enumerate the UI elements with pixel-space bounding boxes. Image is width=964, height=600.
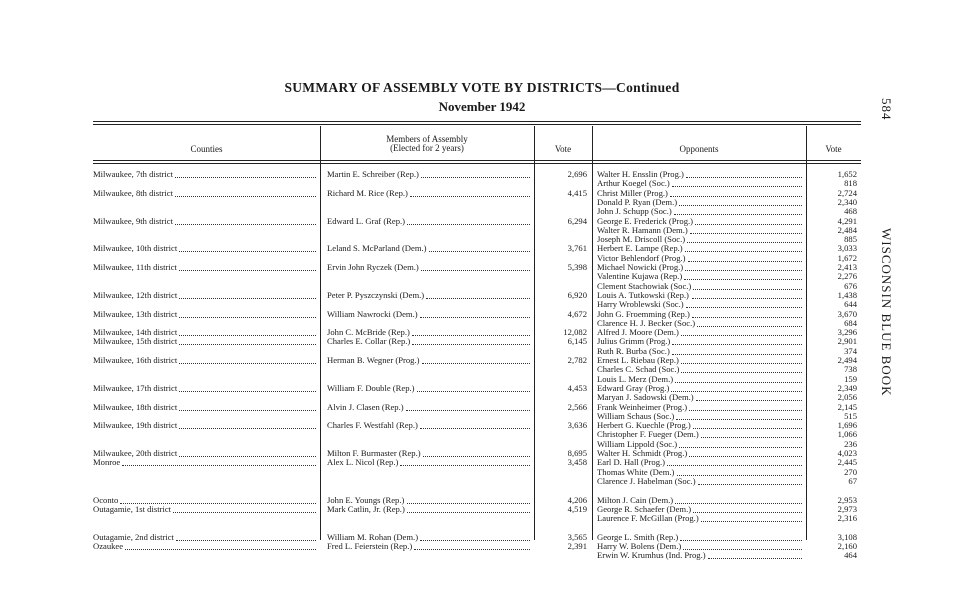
dot-leader — [708, 558, 802, 559]
opponent-vote: 818 — [844, 178, 857, 189]
opponent-cell: Earl D. Hall (Prog.) — [597, 458, 666, 468]
county-cell: Oconto — [93, 495, 119, 505]
opponent-cell: Laurence F. McGillan (Prog.) — [597, 514, 699, 524]
member-cell: Milton F. Burmaster (Rep.) — [327, 449, 421, 458]
opponent-vote: 1,652 — [837, 169, 857, 179]
member-cell: Peter P. Pyszczynski (Dem.) — [327, 290, 425, 300]
opponent-vote: 2,973 — [837, 503, 857, 514]
opponent-vote: 4,291 — [837, 215, 857, 226]
member-vote: 6,294 — [567, 215, 587, 226]
opponent-vote: 2,276 — [837, 271, 857, 282]
dot-leader — [423, 456, 530, 457]
member-vote: 8,695 — [567, 448, 587, 458]
dot-leader — [701, 437, 802, 438]
dot-leader — [698, 484, 802, 485]
dot-leader — [407, 224, 530, 225]
opponent-vote: 3,670 — [837, 308, 857, 319]
dot-leader — [421, 270, 530, 271]
dot-leader — [429, 251, 530, 252]
page-number: 584 — [879, 98, 894, 121]
member-cell: Charles E. Collar (Rep.) — [327, 337, 411, 347]
member-vote: 3,636 — [567, 420, 587, 431]
opponent-cell: Valentine Kujawa (Rep.) — [597, 272, 683, 282]
opponent-cell: Herbert G. Kuechle (Prog.) — [597, 421, 691, 431]
dot-leader — [674, 214, 802, 215]
dot-leader — [695, 224, 802, 225]
opponent-vote: 67 — [848, 475, 857, 486]
opponent-cell: Walter H. Schmidt (Prog.) — [597, 449, 688, 458]
opponent-vote: 464 — [844, 550, 857, 561]
member-cell: William M. Rohan (Dem.) — [327, 532, 419, 542]
opponent-vote: 2,484 — [837, 224, 857, 235]
dot-leader — [426, 298, 530, 299]
dot-leader — [675, 503, 802, 504]
opponent-vote: 374 — [844, 345, 857, 356]
member-cell: John C. McBride (Rep.) — [327, 328, 410, 338]
opponent-cell: Maryan J. Sadowski (Dem.) — [597, 393, 694, 403]
opponent-cell: Charles C. Schad (Soc.) — [597, 365, 680, 375]
dot-leader — [421, 177, 530, 178]
opponent-cell: Erwin W. Krumhus (Ind. Prog.) — [597, 551, 706, 561]
member-vote: 2,782 — [567, 355, 587, 365]
header-rule-2 — [93, 163, 861, 164]
member-cell: Mark Catlin, Jr. (Rep.) — [327, 504, 405, 514]
header-rule — [93, 160, 861, 161]
opponent-vote: 738 — [844, 364, 857, 375]
opponent-vote: 2,340 — [837, 196, 857, 207]
dot-leader — [681, 372, 802, 373]
dot-leader — [690, 233, 802, 234]
member-vote: 4,519 — [567, 503, 587, 514]
member-vote: 3,565 — [567, 531, 587, 542]
opponent-vote: 2,494 — [837, 355, 857, 365]
opponent-cell: George L. Smith (Rep.) — [597, 532, 679, 542]
opponent-cell: Ruth R. Burba (Soc.) — [597, 346, 670, 356]
opponent-vote: 2,953 — [837, 494, 857, 505]
opponent-cell: Clarence J. Habelman (Soc.) — [597, 476, 696, 486]
opponent-cell: William Lippold (Soc.) — [597, 439, 678, 449]
opponent-vote: 3,108 — [837, 531, 857, 542]
dot-leader — [175, 196, 316, 197]
dot-leader — [179, 335, 316, 336]
dot-leader — [683, 549, 802, 550]
dot-leader — [688, 261, 802, 262]
member-vote: 3,458 — [567, 457, 587, 468]
county-cell: Milwaukee, 20th district — [93, 449, 178, 458]
member-vote: 4,453 — [567, 382, 587, 393]
opponent-vote: 684 — [844, 317, 857, 328]
opponent-cell: Louis L. Merz (Dem.) — [597, 374, 674, 384]
member-vote: 2,391 — [567, 541, 587, 551]
opponent-cell: Christopher F. Fueger (Dem.) — [597, 430, 699, 440]
member-vote: 3,761 — [567, 243, 587, 254]
dot-leader — [675, 382, 802, 383]
dot-leader — [179, 317, 316, 318]
member-vote: 4,672 — [567, 308, 587, 319]
column-divider — [320, 126, 321, 540]
opponent-cell: Harry W. Bolens (Dem.) — [597, 542, 682, 551]
dot-leader — [179, 456, 316, 457]
dot-leader — [122, 465, 316, 466]
member-vote: 12,082 — [563, 327, 587, 338]
opponent-vote: 1,696 — [837, 420, 857, 431]
opponent-vote: 236 — [844, 438, 857, 449]
dot-leader — [407, 503, 530, 504]
dot-leader — [680, 540, 802, 541]
dot-leader — [689, 410, 802, 411]
dot-leader — [696, 400, 802, 401]
opponent-vote: 2,056 — [837, 392, 857, 403]
dot-leader — [179, 251, 316, 252]
member-cell: William Nawrocki (Dem.) — [327, 309, 418, 319]
dot-leader — [175, 224, 316, 225]
dot-leader — [420, 540, 530, 541]
top-rule-2 — [93, 124, 861, 125]
county-cell: Milwaukee, 16th district — [93, 356, 178, 365]
county-cell: Milwaukee, 19th district — [93, 421, 178, 431]
opponent-vote: 1,066 — [837, 429, 857, 440]
member-cell: Richard M. Rice (Rep.) — [327, 188, 408, 198]
county-cell: Outagamie, 1st district — [93, 504, 172, 514]
opponent-cell: Joseph M. Driscoll (Soc.) — [597, 235, 686, 245]
opponent-vote: 3,033 — [837, 243, 857, 254]
dot-leader — [687, 242, 802, 243]
dot-leader — [697, 326, 802, 327]
dot-leader — [414, 549, 530, 550]
dot-leader — [676, 419, 802, 420]
member-vote: 4,206 — [567, 494, 587, 505]
opponent-cell: Frank Weinheimer (Prog.) — [597, 402, 688, 412]
opponent-cell: Clement Stachowiak (Soc.) — [597, 281, 692, 291]
top-rule — [93, 121, 861, 122]
county-cell: Monroe — [93, 458, 121, 468]
dot-leader — [692, 317, 802, 318]
opponent-vote: 2,160 — [837, 541, 857, 551]
dot-leader — [684, 279, 802, 280]
opponent-cell: William Schaus (Soc.) — [597, 411, 675, 421]
dot-leader — [672, 354, 802, 355]
opponent-cell: Alfred J. Moore (Dem.) — [597, 328, 679, 338]
member-cell: Martin E. Schreiber (Rep.) — [327, 170, 419, 179]
opponent-cell: Victor Behlendorf (Prog.) — [597, 253, 686, 263]
dot-leader — [175, 177, 316, 178]
dot-leader — [681, 335, 802, 336]
dot-leader — [125, 549, 316, 550]
opponent-cell: John J. Schupp (Soc.) — [597, 207, 672, 217]
opponent-cell: Herbert E. Lampe (Rep.) — [597, 244, 683, 254]
county-cell: Milwaukee, 18th district — [93, 402, 178, 412]
member-cell: Fred L. Feierstein (Rep.) — [327, 542, 413, 551]
header-counties: Counties — [190, 144, 223, 154]
opponent-cell: Clarence H. J. Becker (Soc.) — [597, 318, 696, 328]
member-vote: 5,398 — [567, 262, 587, 272]
county-cell: Milwaukee, 8th district — [93, 188, 173, 198]
county-cell: Milwaukee, 11th district — [93, 263, 177, 272]
dot-leader — [173, 512, 316, 513]
member-cell: Alex L. Nicol (Rep.) — [327, 458, 399, 468]
dot-leader — [179, 410, 316, 411]
opponent-cell: Julius Grimm (Prog.) — [597, 337, 671, 347]
opponent-vote: 2,901 — [837, 336, 857, 347]
dot-leader — [179, 344, 316, 345]
dot-leader — [670, 196, 802, 197]
page-subtitle: November 1942 — [438, 99, 526, 114]
member-vote: 6,920 — [567, 289, 587, 300]
dot-leader — [681, 363, 802, 364]
opponent-vote: 2,724 — [837, 187, 857, 198]
county-cell: Milwaukee, 10th district — [93, 244, 178, 254]
dot-leader — [685, 270, 802, 271]
opponent-vote: 1,672 — [837, 252, 857, 263]
member-vote: 2,566 — [567, 401, 587, 412]
header-opponent-vote: Vote — [825, 144, 842, 154]
dot-leader — [686, 307, 802, 308]
dot-leader — [410, 196, 530, 197]
opponent-cell: Thomas White (Dem.) — [597, 467, 675, 477]
dot-leader — [679, 447, 802, 448]
dot-leader — [412, 344, 530, 345]
county-cell: Milwaukee, 13th district — [93, 309, 178, 319]
dot-leader — [672, 344, 802, 345]
opponent-vote: 2,349 — [837, 382, 857, 393]
opponent-vote: 468 — [844, 206, 857, 217]
dot-leader — [677, 475, 802, 476]
county-cell: Milwaukee, 15th district — [93, 337, 178, 347]
dot-leader — [417, 391, 530, 392]
dot-leader — [422, 363, 530, 364]
dot-leader — [400, 465, 530, 466]
opponent-vote: 2,316 — [837, 513, 857, 524]
member-cell: Alvin J. Clasen (Rep.) — [327, 402, 404, 412]
dot-leader — [672, 186, 802, 187]
opponent-cell: Christ Miller (Prog.) — [597, 188, 668, 198]
opponent-vote: 159 — [844, 373, 857, 384]
member-cell: Charles F. Westfahl (Rep.) — [327, 421, 418, 431]
member-cell: Leland S. McParland (Dem.) — [327, 244, 427, 254]
member-vote: 2,696 — [567, 169, 587, 179]
member-cell: Edward L. Graf (Rep.) — [327, 216, 406, 226]
member-cell: Ervin John Ryczek (Dem.) — [327, 263, 419, 272]
opponent-vote: 644 — [844, 299, 857, 310]
dot-leader — [692, 298, 802, 299]
dot-leader — [701, 521, 802, 522]
dot-leader — [420, 428, 530, 429]
opponent-vote: 4,023 — [837, 448, 857, 458]
dot-leader — [179, 270, 316, 271]
opponent-vote: 2,145 — [837, 401, 857, 412]
dot-leader — [179, 391, 316, 392]
opponent-cell: Walter R. Hamann (Dem.) — [597, 225, 688, 235]
county-cell: Outagamie, 2nd district — [93, 532, 174, 542]
opponent-cell: Louis A. Tutkowski (Rep.) — [597, 290, 689, 300]
opponent-vote: 2,413 — [837, 262, 857, 272]
dot-leader — [120, 503, 316, 504]
member-cell: John E. Youngs (Rep.) — [327, 495, 405, 505]
header-members: Members of Assembly — [386, 134, 468, 144]
opponent-cell: Ernest L. Riebau (Rep.) — [597, 356, 679, 365]
dot-leader — [406, 410, 530, 411]
opponent-cell: Donald P. Ryan (Dem.) — [597, 197, 678, 207]
column-divider — [592, 126, 593, 540]
opponent-cell: Michael Nowicki (Prog.) — [597, 263, 684, 272]
opponent-cell: Edward Gray (Prog.) — [597, 383, 670, 393]
opponent-vote: 270 — [844, 466, 857, 477]
county-cell: Milwaukee, 17th district — [93, 383, 178, 393]
dot-leader — [679, 205, 802, 206]
county-cell: Milwaukee, 9th district — [93, 216, 173, 226]
dot-leader — [667, 465, 802, 466]
dot-leader — [179, 298, 316, 299]
opponent-vote: 1,438 — [837, 289, 857, 300]
opponent-vote: 2,445 — [837, 457, 857, 468]
county-cell: Ozaukee — [93, 542, 124, 551]
dot-leader — [420, 317, 530, 318]
member-cell: Herman B. Wegner (Prog.) — [327, 356, 420, 365]
opponent-vote: 3,296 — [837, 327, 857, 338]
opponent-cell: Walter H. Ensslin (Prog.) — [597, 170, 684, 179]
opponent-cell: Arthur Koegel (Soc.) — [597, 179, 670, 189]
opponent-vote: 676 — [844, 280, 857, 291]
member-vote: 6,145 — [567, 336, 587, 347]
opponent-cell: Milton J. Cain (Dem.) — [597, 495, 674, 505]
dot-leader — [693, 289, 802, 290]
header-members-sub: (Elected for 2 years) — [390, 143, 464, 153]
page-title: SUMMARY OF ASSEMBLY VOTE BY DISTRICTS—Continued — [284, 80, 680, 95]
dot-leader — [179, 363, 316, 364]
dot-leader — [689, 456, 802, 457]
dot-leader — [179, 428, 316, 429]
running-head: WISCONSIN BLUE BOOK — [879, 228, 894, 397]
county-cell: Milwaukee, 14th district — [93, 328, 178, 338]
dot-leader — [671, 391, 802, 392]
opponent-vote: 515 — [844, 410, 857, 421]
dot-leader — [693, 512, 802, 513]
dot-leader — [686, 177, 802, 178]
opponent-cell: Harry Wroblewski (Soc.) — [597, 300, 684, 310]
dot-leader — [693, 428, 802, 429]
header-opponents: Opponents — [679, 144, 719, 154]
dot-leader — [176, 540, 316, 541]
dot-leader — [412, 335, 530, 336]
member-vote: 4,415 — [567, 187, 587, 198]
opponent-cell: George R. Schaefer (Dem.) — [597, 504, 692, 514]
header-vote: Vote — [554, 144, 572, 154]
opponent-cell: George E. Frederick (Prog.) — [597, 216, 694, 226]
dot-leader — [407, 512, 530, 513]
member-cell: William F. Double (Rep.) — [327, 383, 415, 393]
county-cell: Milwaukee, 7th district — [93, 170, 173, 179]
opponent-vote: 885 — [844, 234, 857, 245]
dot-leader — [685, 251, 802, 252]
opponent-cell: John G. Froemming (Rep.) — [597, 309, 690, 319]
county-cell: Milwaukee, 12th district — [93, 290, 178, 300]
